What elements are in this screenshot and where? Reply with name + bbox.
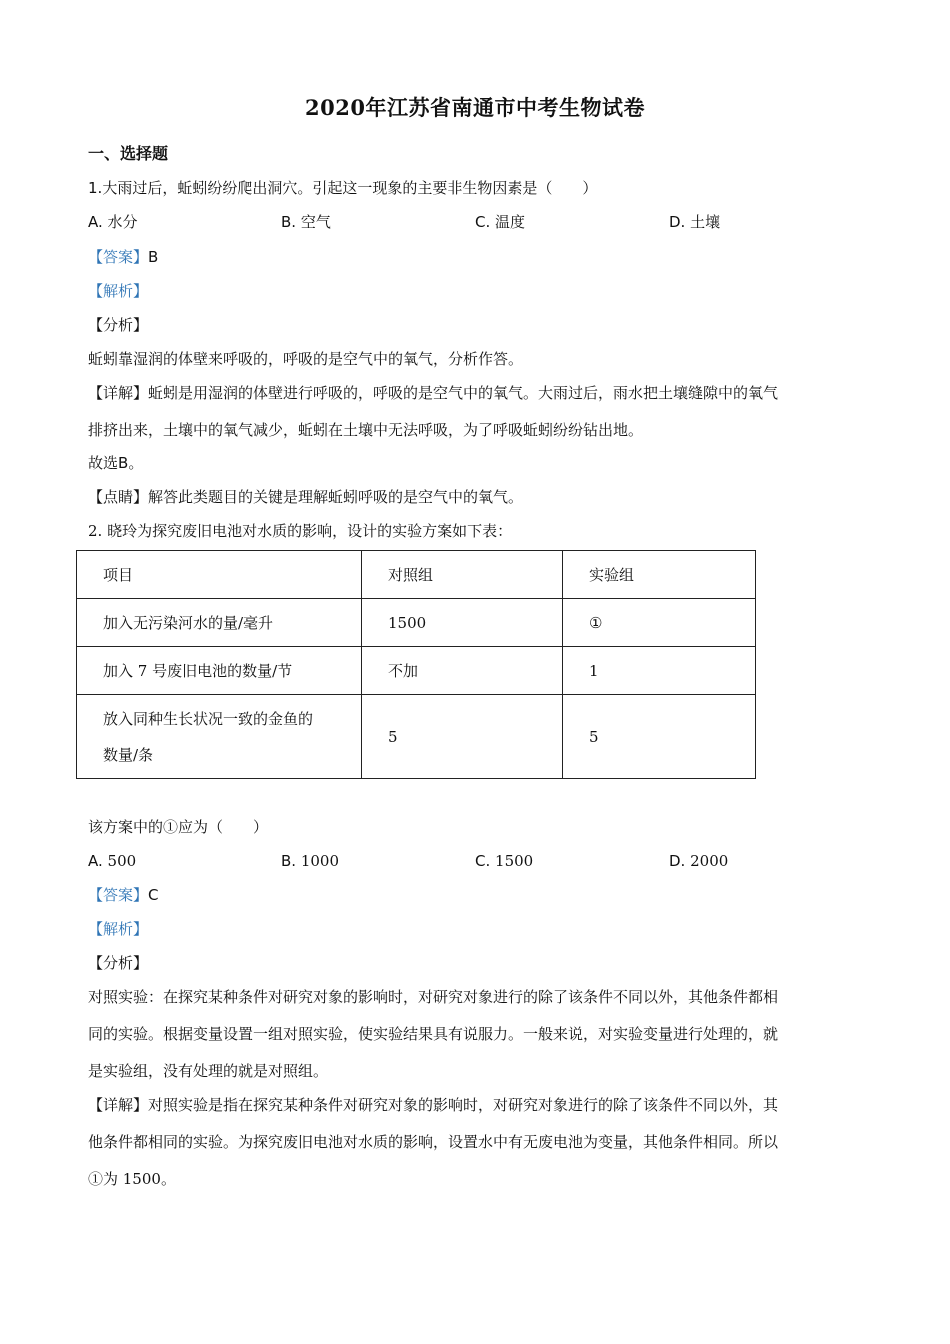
q2-answer <box>88 885 159 905</box>
table-row <box>77 599 756 647</box>
q2-fenxi-line2: 同的实验。根据变量设置一组对照实验，使实验结果具有说服力。一般来说，对实验变量进行处理的，就 <box>88 1025 779 1043</box>
q2-option-b: B. 1000 <box>281 852 340 870</box>
q1-answer <box>88 247 158 267</box>
table-cell: 加入 7 号废旧电池的数量/节 <box>77 647 362 695</box>
q1-option-a: A. 水分 <box>88 213 138 231</box>
q1-xiangjie-line2: 排挤出来，土壤中的氧气减少，蚯蚓在土壤中无法呼吸，为了呼吸蚯蚓纷纷钻出地。 <box>88 421 644 439</box>
q1-option-b: B. 空气 <box>281 213 331 231</box>
q1-dianjing-label: 【点睛】 <box>88 488 149 506</box>
q2-fenxi-line3: 是实验组，没有处理的就是对照组。 <box>88 1062 329 1080</box>
q2-stem: 2. 晓玲为探究废旧电池对水质的影响，设计的实验方案如下表： <box>88 522 513 540</box>
q1-xiangjie-line1: 【详解】蚯蚓是用湿润的体壁进行呼吸的，呼吸的是空气中的氧气。大雨过后，雨水把土壤缝隙中的氧气 <box>88 384 779 402</box>
section-heading: 一、选择题 <box>88 144 169 163</box>
table-cell: 1500 <box>362 599 563 647</box>
q1-option-d: D. 土壤 <box>669 213 721 231</box>
page-title: 2020年江苏省南通市中考生物试卷 <box>305 95 645 120</box>
q1-number: 1. <box>88 179 103 197</box>
table-cell: ① <box>563 599 756 647</box>
q2-option-c: C. 1500 <box>475 852 534 870</box>
q1-answer-value: B <box>148 248 159 266</box>
table-cell: 5 <box>362 695 563 779</box>
q1-stem <box>88 178 597 198</box>
q2-xiangjie-label: 【详解】 <box>88 1096 149 1114</box>
table-cell: 1 <box>563 647 756 695</box>
q2-option-d: D. 2000 <box>669 852 729 870</box>
q1-stem-text: 大雨过后，蚯蚓纷纷爬出洞穴。引起这一现象的主要非生物因素是（ ） <box>102 179 598 197</box>
q2-xiangjie-line1: 【详解】对照实验是指在探究某种条件对研究对象的影响时，对研究对象进行的除了该条件不同以外，其 <box>88 1096 779 1114</box>
table-cell: 放入同种生长状况一致的金鱼的 数量/条 <box>77 695 362 779</box>
table-row <box>77 647 756 695</box>
table-row <box>77 695 756 779</box>
q1-answer-label: 【答案】 <box>88 248 149 266</box>
q1-jiexi-label: 【解析】 <box>88 282 149 300</box>
q1-xiangjie-label: 【详解】 <box>88 384 149 402</box>
q2-option-a: A. 500 <box>88 852 137 870</box>
table-cell: 不加 <box>362 647 563 695</box>
table-cell: 加入无污染河水的量/毫升 <box>77 599 362 647</box>
experiment-table <box>76 550 756 779</box>
q1-fenxi-text: 蚯蚓靠湿润的体壁来呼吸的，呼吸的是空气中的氧气，分析作答。 <box>88 350 524 368</box>
table-cell: 5 <box>563 695 756 779</box>
table-header-cell: 实验组 <box>563 551 756 599</box>
q2-question: 该方案中的①应为（ ） <box>88 818 269 836</box>
table-header-row <box>77 551 756 599</box>
q2-fenxi-line1: 对照实验：在探究某种条件对研究对象的影响时，对研究对象进行的除了该条件不同以外，其他条件都相 <box>88 988 779 1006</box>
table-header-cell: 项目 <box>77 551 362 599</box>
q2-xiangjie-line2: 他条件都相同的实验。为探究废旧电池对水质的影响，设置水中有无废电池为变量，其他条件相同。所以 <box>88 1133 779 1151</box>
q2-answer-value: C <box>148 886 159 904</box>
q1-dianjing: 【点睛】解答此类题目的关键是理解蚯蚓呼吸的是空气中的氧气。 <box>88 488 524 506</box>
q2-xiangjie-line3: ①为 1500。 <box>88 1170 176 1188</box>
q2-jiexi-label: 【解析】 <box>88 920 149 938</box>
q1-fenxi-label: 【分析】 <box>88 316 149 334</box>
q1-guxuan: 故选B。 <box>88 454 144 472</box>
table-header-cell: 对照组 <box>362 551 563 599</box>
q2-answer-label: 【答案】 <box>88 886 149 904</box>
q1-option-c: C. 温度 <box>475 213 526 231</box>
q2-fenxi-label: 【分析】 <box>88 954 149 972</box>
